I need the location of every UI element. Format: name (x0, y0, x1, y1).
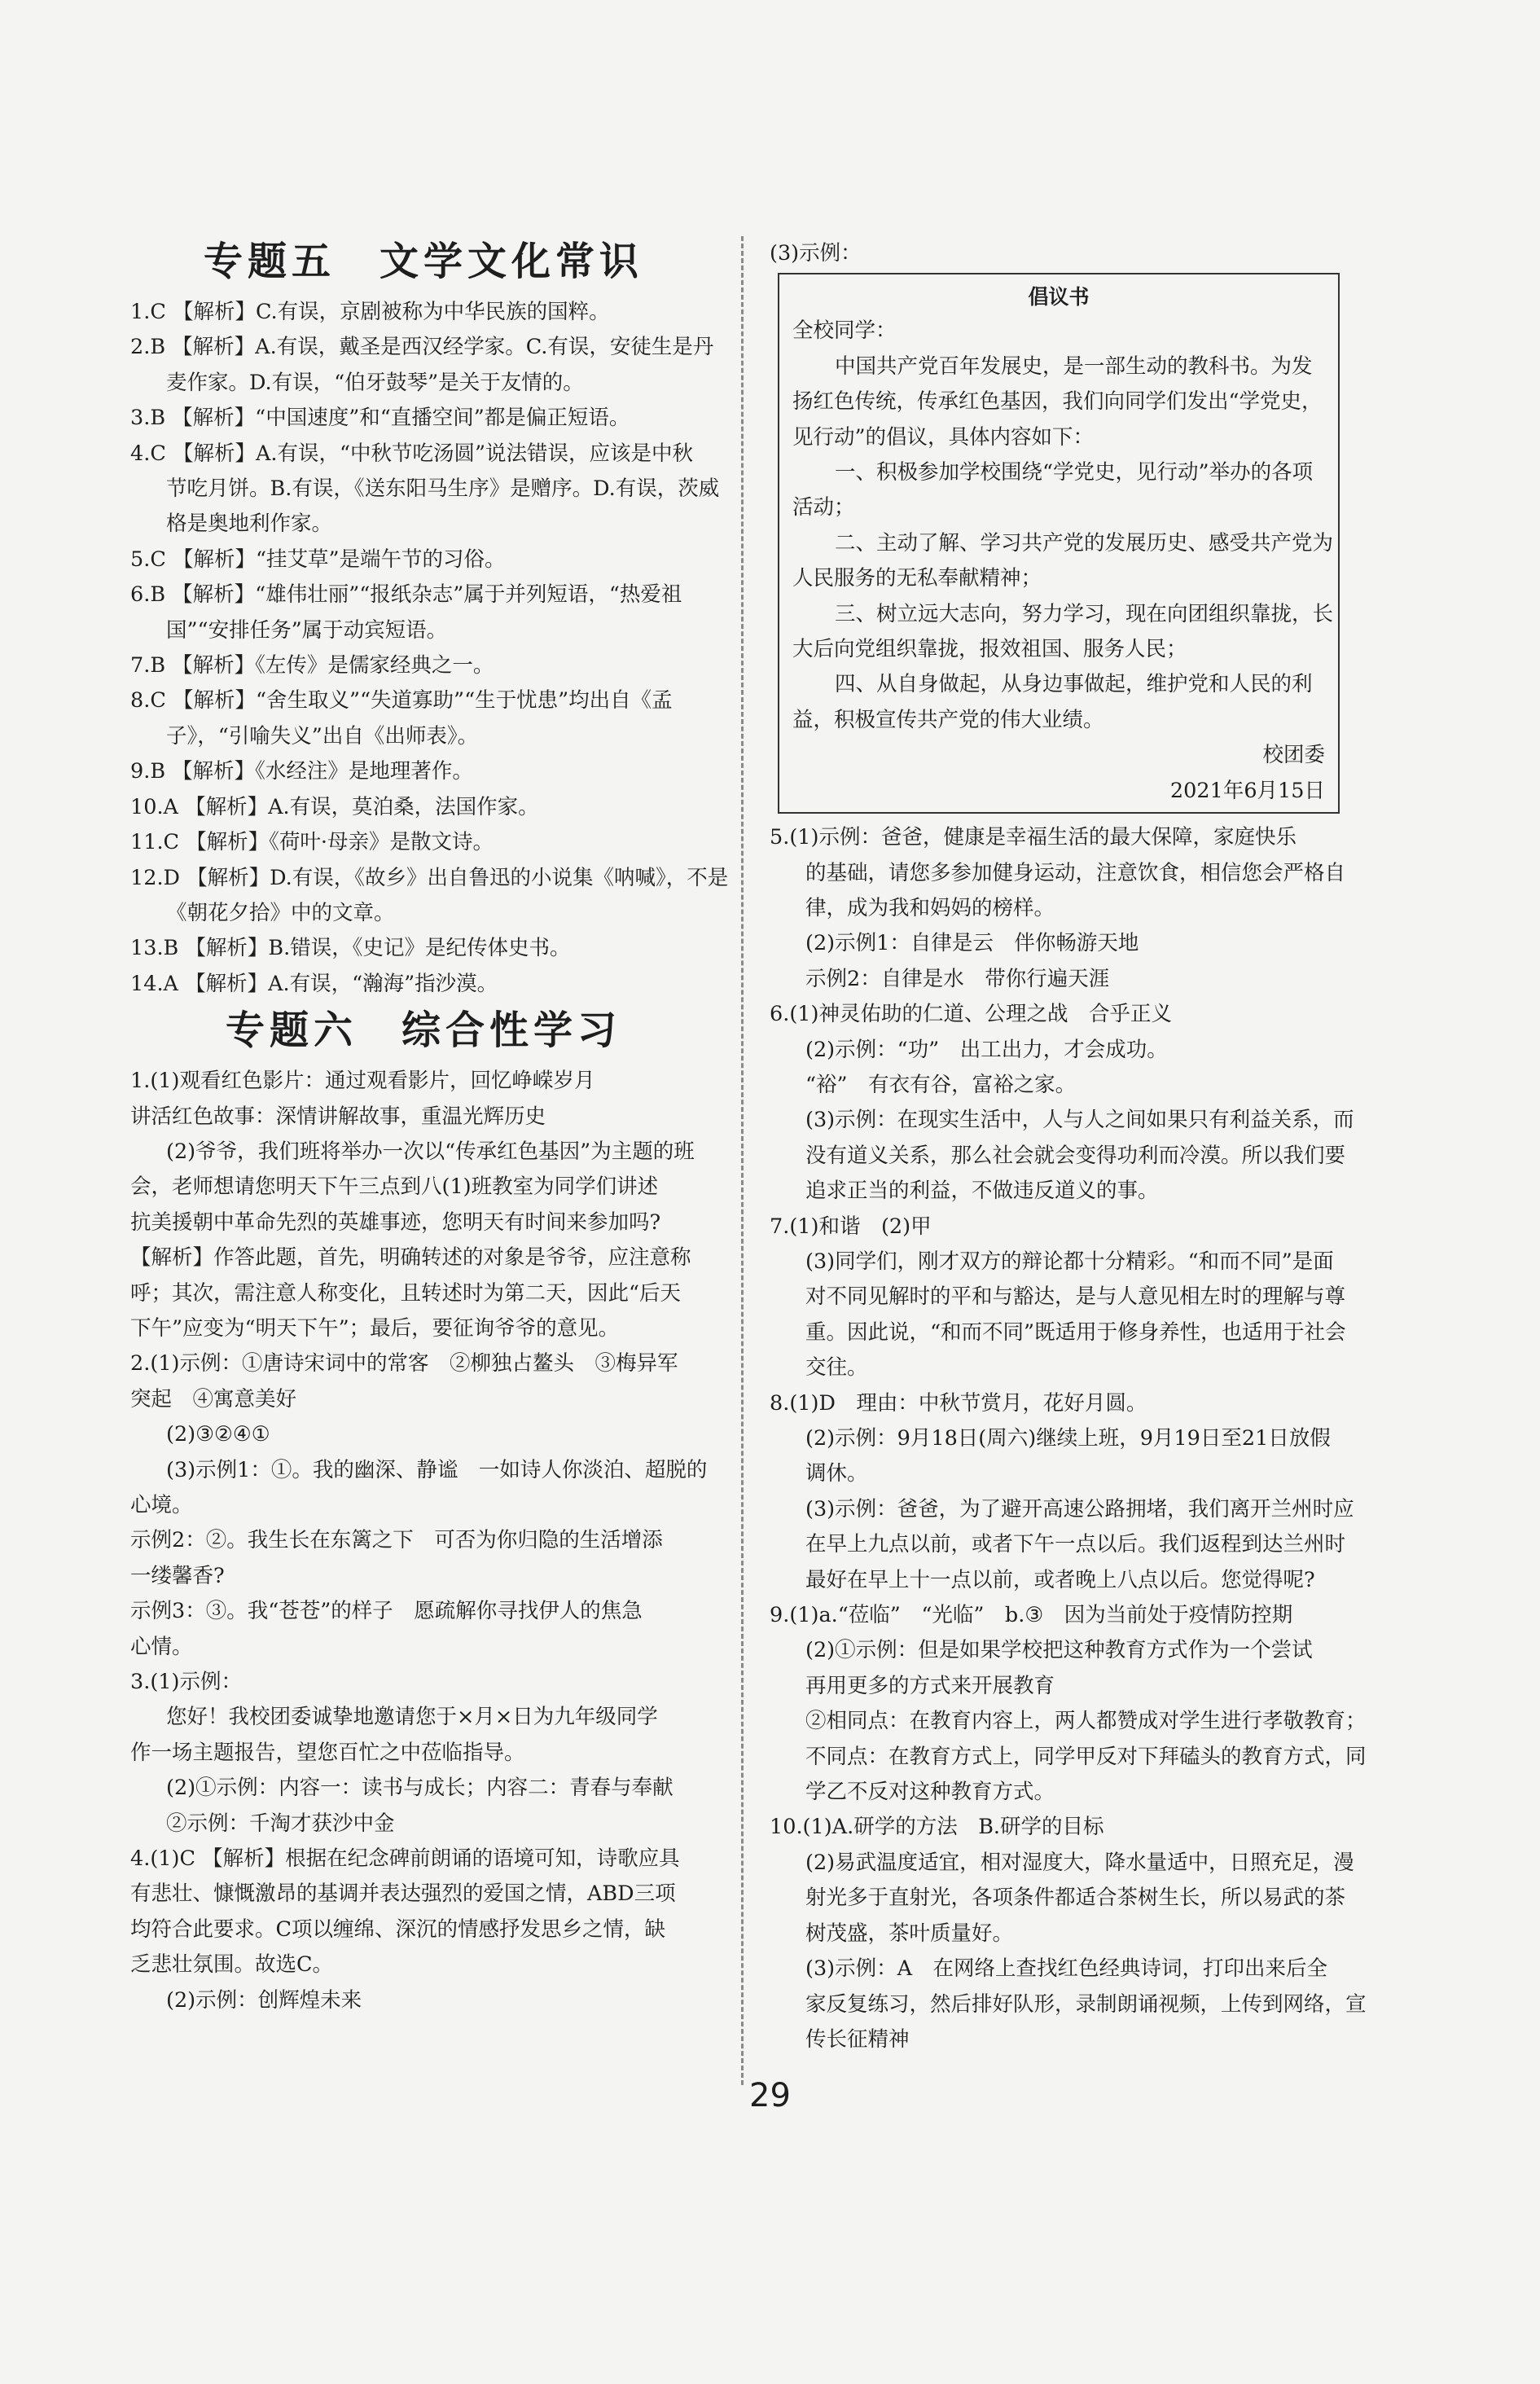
answer-line: 1.C 【解析】C.有误，京剧被称为中华民族的国粹。 (130, 300, 610, 324)
answer-line: “裕” 有衣有谷，富裕之家。 (805, 1072, 1077, 1097)
answer-line: 示例2：自律是水 带你行遍天涯 (805, 966, 1110, 991)
answer-line: 乏悲壮氛围。故选C。 (130, 1952, 334, 1978)
answer-line: 心境。 (130, 1493, 193, 1517)
answer-line: 在早上九点以前，或者下午一点以后。我们返程到达兰州时 (805, 1532, 1346, 1557)
answer-line: 10.(1)A.研学的方法 B.研学的目标 (770, 1815, 1104, 1840)
answer-line: (2)示例：9月18日(周六)继续上班，9月19日至21日放假 (805, 1426, 1331, 1451)
proposal-letter-box (778, 273, 1340, 814)
letter-greeting: 全校同学： (792, 318, 897, 344)
answer-line: 2.(1)示例：①唐诗宋词中的常客 ②柳独占鳌头 ③梅异军 (130, 1351, 678, 1376)
answer-line: 调休。 (805, 1461, 868, 1486)
answer-line: 5.(1)示例：爸爸，健康是幸福生活的最大保障，家庭快乐 (770, 825, 1296, 850)
letter-line: 中国共产党百年发展史，是一部生动的教科书。为发 (835, 353, 1313, 379)
answer-line: 8.C 【解析】“舍生取义”“失道寡助”“生于忧患”均出自《孟 (130, 688, 673, 713)
letter-line: 四、从自身做起，从身边事做起，维护党和人民的利 (835, 672, 1313, 697)
answer-line: 树茂盛，茶叶质量好。 (805, 1921, 1014, 1946)
answer-line: (2)示例：“功” 出工出力，才会成功。 (805, 1037, 1168, 1062)
answer-line: 格是奥地利作家。 (166, 511, 333, 537)
answer-line: 10.A 【解析】A.有误，莫泊桑，法国作家。 (130, 794, 539, 819)
answer-line: 不同点：在教育方式上，同学甲反对下拜磕头的教育方式，同 (805, 1744, 1367, 1769)
answer-line: 传长征精神 (805, 2026, 910, 2052)
answer-line: (3)示例： (770, 241, 862, 266)
answer-line: 最好在早上十一点以前，或者晚上八点以后。您觉得呢? (805, 1567, 1315, 1592)
letter-line: 人民服务的无私奉献精神； (792, 566, 1042, 591)
answer-line: 示例2：②。我生长在东篱之下 可否为你归隐的生活增添 (130, 1528, 663, 1553)
answer-line: 子》，“引喻失义”出自《出师表》。 (166, 723, 479, 749)
answer-line: 6.B 【解析】“雄伟壮丽”“报纸杂志”属于并列短语，“热爱祖 (130, 582, 682, 608)
left-column (130, 236, 729, 2018)
right-answers (770, 820, 1367, 2057)
letter-line: 扬红色传统，传承红色基因，我们向同学们发出“学党史， (792, 389, 1323, 415)
answer-line: 均符合此要求。C项以缠绵、深沉的情感抒发思乡之情，缺 (130, 1916, 666, 1942)
answer-line: 12.D 【解析】D.有误，《故乡》出自鲁迅的小说集《呐喊》，不是 (130, 865, 729, 890)
answer-line: 会，老师想请您明天下午三点到八(1)班教室为同学们讲述 (130, 1174, 659, 1200)
letter-line: 大后向党组织靠拢，报效祖国、服务人民； (792, 637, 1187, 662)
answer-line: (2)①示例：但是如果学校把这种教育方式作为一个尝试 (805, 1638, 1313, 1663)
column-divider (741, 236, 744, 2085)
answer-line: (3)示例：在现实生活中，人与人之间如果只有利益关系，而 (805, 1108, 1354, 1133)
answer-line: (2)③②④① (166, 1422, 270, 1447)
answer-line: 【解析】作答此题，首先，明确转述的对象是爷爷，应注意称 (130, 1245, 691, 1271)
answer-line: ②示例：千淘才获沙中金 (166, 1811, 395, 1836)
answer-line: 3.B 【解析】“中国速度”和“直播空间”都是偏正短语。 (130, 406, 630, 431)
answer-line: 5.C 【解析】“挂艾草”是端午节的习俗。 (130, 547, 506, 572)
answer-line: (2)示例1：自律是云 伴你畅游天地 (805, 931, 1139, 956)
answer-line: (2)①示例：内容一：读书与成长；内容二：青春与奉献 (166, 1776, 673, 1801)
answer-line: 7.B 【解析】《左传》是儒家经典之一。 (130, 653, 494, 678)
letter-date: 2021年6月15日 (1169, 778, 1325, 803)
letter-line: 活动； (792, 495, 855, 520)
answer-line: (3)示例：爸爸，为了避开高速公路拥堵，我们离开兰州时应 (805, 1496, 1354, 1521)
answer-line: 讲活红色故事：深情讲解故事，重温光辉历史 (130, 1104, 546, 1129)
answer-line: 7.(1)和谐 (2)甲 (770, 1214, 932, 1239)
answer-line: 呼；其次，需注意人称变化，且转述时为第二天，因此“后天 (130, 1280, 682, 1306)
answer-line: 8.(1)D 理由：中秋节赏月，花好月圆。 (770, 1390, 1147, 1416)
answer-line: 6.(1)神灵佑助的仁道、公理之战 合乎正义 (770, 1002, 1172, 1027)
section6-answers (130, 1064, 717, 2018)
answer-line: 下午”应变为“明天下午”；最后，要征询爷爷的意见。 (130, 1315, 620, 1341)
answer-line: 重。因此说，“和而不同”既适用于修身养性，也适用于社会 (805, 1319, 1346, 1345)
answer-line: 对不同见解时的平和与豁达，是与人意见相左时的理解与尊 (805, 1284, 1346, 1310)
letter-line: 益，积极宣传共产党的伟大业绩。 (792, 707, 1104, 732)
answer-line: 没有道义关系，那么社会就会变得功利而冷漠。所以我们要 (805, 1143, 1346, 1168)
answer-line: 国”“安排任务”属于动宾短语。 (166, 617, 448, 643)
answer-line: (3)同学们，刚才双方的辩论都十分精彩。“和而不同”是面 (805, 1249, 1334, 1274)
answer-line: 追求正当的利益，不做违反道义的事。 (805, 1179, 1159, 1204)
answer-line: 一缕馨香? (130, 1563, 225, 1588)
answer-line: 示例3：③。我“苍苍”的样子 愿疏解你寻找伊人的焦急 (130, 1599, 643, 1624)
section5-answers (130, 295, 729, 1002)
answer-line: 9.(1)a.“莅临” “光临” b.③ 因为当前处于疫情防控期 (770, 1603, 1293, 1628)
answer-line: 心情。 (130, 1634, 193, 1659)
answer-line: 抗美援朝中革命先烈的英雄事迹，您明天有时间来参加吗? (130, 1210, 661, 1235)
answer-line: (2)爷爷，我们班将举办一次以“传承红色基因”为主题的班 (166, 1139, 695, 1164)
page-number: 29 (749, 2077, 791, 2114)
answer-line: 3.(1)示例： (130, 1670, 242, 1695)
answer-line: 14.A 【解析】A.有误，“瀚海”指沙漠。 (130, 971, 498, 996)
answer-line: (3)示例1：①。我的幽深、静谧 一如诗人你淡泊、超脱的 (166, 1457, 708, 1482)
letter-line: 二、主动了解、学习共产党的发展历史、感受共产党为 (835, 530, 1334, 555)
answer-line: (2)示例：创辉煌未来 (166, 1987, 362, 2013)
answer-line: 再用更多的方式来开展教育 (805, 1673, 1055, 1698)
answer-line: 麦作家。D.有误，“伯牙鼓琴”是关于友情的。 (166, 370, 584, 395)
letter-line: 见行动”的倡议，具体内容如下： (792, 424, 1095, 450)
answer-line: 13.B 【解析】B.错误，《史记》是纪传体史书。 (130, 936, 571, 961)
answer-line: 1.(1)观看红色影片：通过观看影片，回忆峥嵘岁月 (130, 1069, 595, 1094)
answer-line: 有悲壮、慷慨激昂的基调并表达强烈的爱国之情，ABD三项 (130, 1881, 676, 1907)
answer-line: ②相同点：在教育内容上，两人都赞成对学生进行孝敬教育； (805, 1709, 1367, 1734)
answer-line: 节吃月饼。B.有误，《送东阳马生序》是赠序。D.有误，茨威 (166, 476, 720, 502)
answer-line: 家反复练习，然后排好队形，录制朗诵视频，上传到网络，宣 (805, 1991, 1367, 2017)
answer-line: 4.(1)C 【解析】根据在纪念碑前朗诵的语境可知，诗歌应具 (130, 1846, 680, 1872)
answer-line: 您好！我校团委诚挚地邀请您于×月×日为九年级同学 (166, 1705, 658, 1730)
letter-signature: 校团委 (1262, 743, 1325, 768)
letter-title: 倡议书 (1028, 285, 1090, 310)
answer-line: 学乙不反对这种教育方式。 (805, 1780, 1055, 1805)
section5-title: 专题五 文学文化常识 (203, 239, 643, 284)
answer-line: 2.B 【解析】A.有误，戴圣是西汉经学家。C.有误，安徒生是丹 (130, 335, 714, 360)
answer-line: 射光多于直射光，各项条件都适合茶树生长，所以易武的茶 (805, 1886, 1346, 1911)
answer-line: 9.B 【解析】《水经注》是地理著作。 (130, 759, 473, 784)
right-column (770, 236, 1367, 2057)
answer-line: 作一场主题报告，望您百忙之中莅临指导。 (130, 1740, 525, 1765)
answer-line: (3)示例：A 在网络上查找红色经典诗词，打印出来后全 (805, 1956, 1328, 1982)
answer-line: (2)易武温度适宜，相对湿度大，降水量适中，日照充足，漫 (805, 1850, 1354, 1875)
answer-line: 的基础，请您多参加健身运动，注意饮食，相信您会严格自 (805, 860, 1346, 885)
answer-line: 《朝花夕拾》中的文章。 (166, 900, 395, 925)
section6-title: 专题六 综合性学习 (225, 1008, 621, 1054)
answer-line: 交往。 (805, 1355, 868, 1381)
answer-line: 突起 ④寓意美好 (130, 1386, 297, 1412)
letter-line: 三、树立远大志向，努力学习，现在向团组织靠拢，长 (835, 601, 1334, 626)
letter-line: 一、积极参加学校围绕“学党史，见行动”举办的各项 (835, 460, 1314, 485)
answer-line: 11.C 【解析】《荷叶·母亲》是散文诗。 (130, 830, 494, 855)
answer-line: 4.C 【解析】A.有误，“中秋节吃汤圆”说法错误，应该是中秋 (130, 441, 694, 466)
answer-line: 律，成为我和妈妈的榜样。 (805, 895, 1055, 920)
